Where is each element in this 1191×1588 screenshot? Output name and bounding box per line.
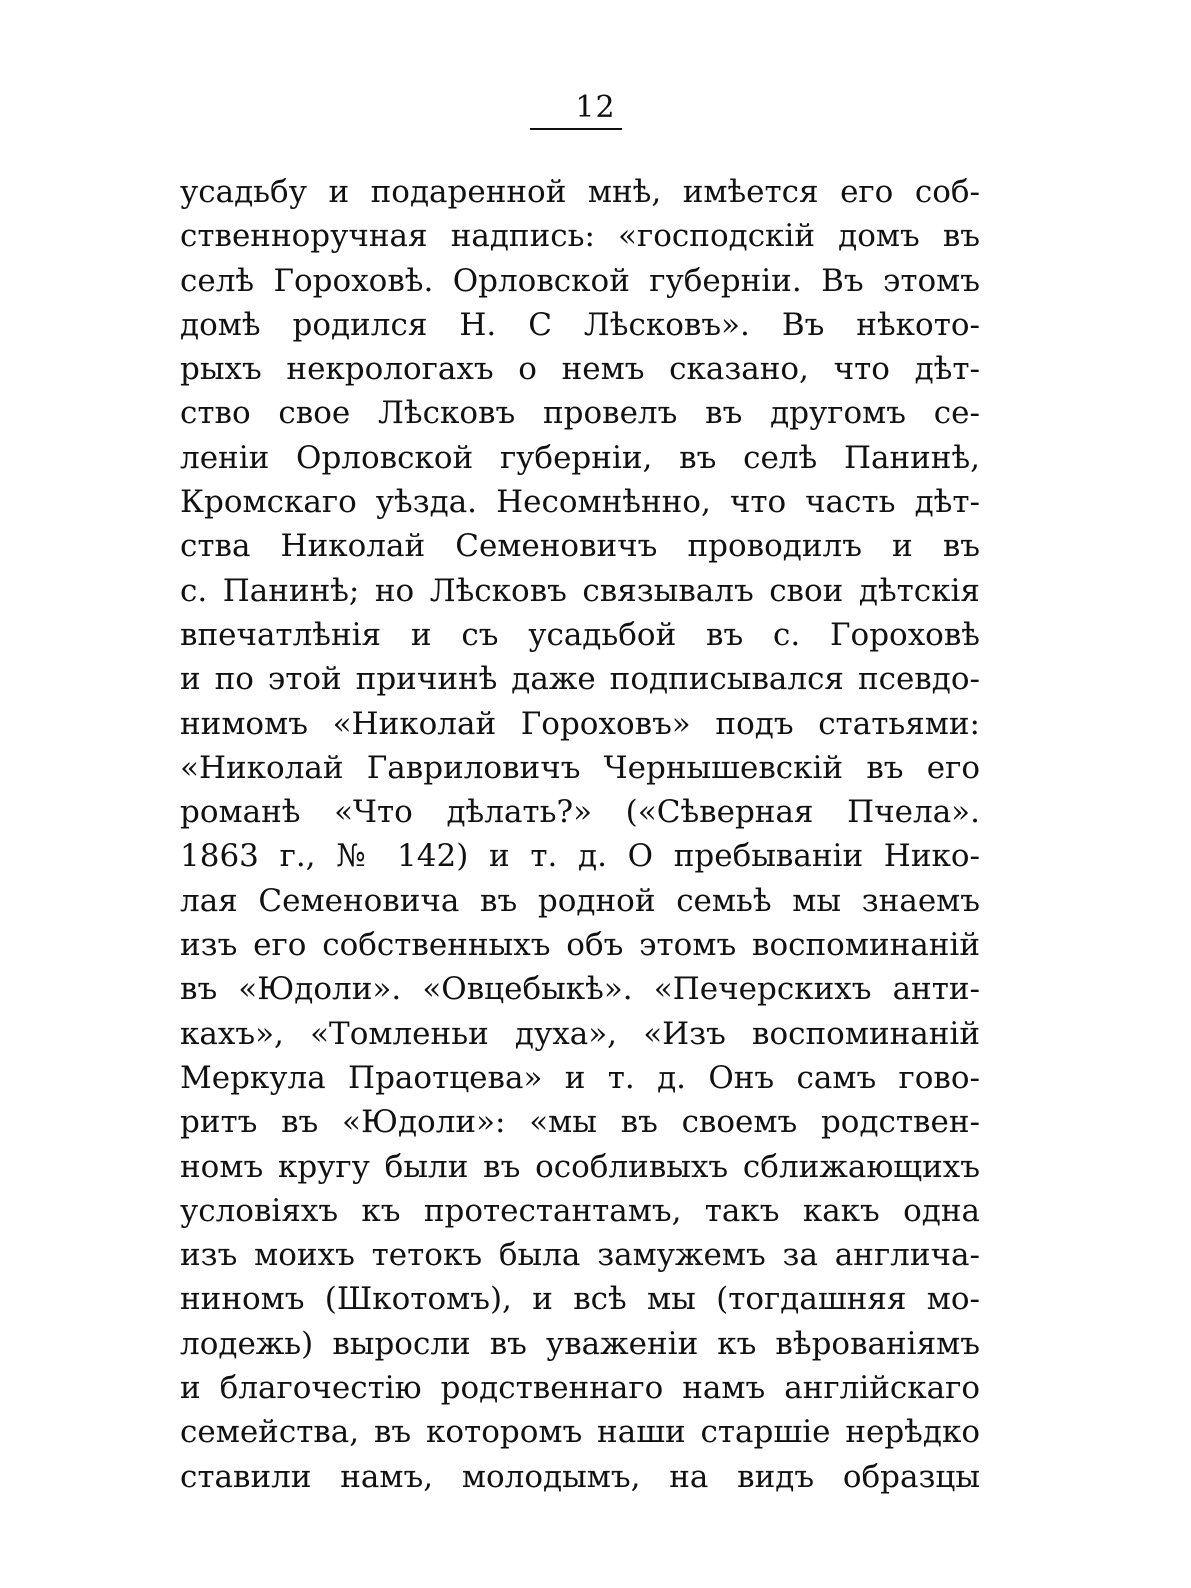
text-line: семейства, въ которомъ наши старшіе нерѣдко [180, 1414, 980, 1451]
text-line: «Николай Гавриловичъ Чернышевскій въ его [180, 749, 980, 786]
text-line: селѣ Гороховѣ. Орловской губерніи. Въ этомъ [180, 262, 980, 299]
text-line: изъ моихъ тетокъ была замужемъ за англича- [180, 1237, 980, 1274]
text-line: впечатлѣнія и съ усадьбой въ с. Гороховѣ [180, 616, 980, 653]
text-line: лая Семеновича въ родной семьѣ мы знаемъ [180, 882, 980, 919]
text-line: 1863 г., № 142) и т. д. О пребываніи Нико- [180, 838, 980, 875]
text-line: усадьбу и подаренной мнѣ, имѣется его соб- [180, 174, 980, 210]
text-line: с. Панинѣ; но Лѣсковъ связывалъ свои дѣтскія [180, 572, 980, 609]
text-line: ставили намъ, молодымъ, на видъ образцы [180, 1458, 980, 1495]
text-line: ства Николай Семеновичъ проводилъ и въ [180, 528, 980, 565]
page-number: 12 [575, 90, 616, 125]
text-line: домѣ родился Н. С Лѣсковъ». Въ нѣкото- [180, 306, 980, 343]
page-number-rule [530, 128, 622, 130]
text-line: Кромскаго уѣзда. Несомнѣнно, что часть дѣт- [180, 484, 980, 521]
text-line: леніи Орловской губерніи, въ селѣ Панинѣ, [180, 439, 980, 476]
text-line: и по этой причинѣ даже подписывался псевдо- [180, 661, 980, 698]
text-line: рыхъ некрологахъ о немъ сказано, что дѣт- [180, 351, 980, 388]
text-line: номъ кругу были въ особливыхъ сближающихъ [180, 1148, 980, 1185]
text-line: ство свое Лѣсковъ провелъ въ другомъ се- [180, 395, 980, 432]
text-line: условіяхъ къ протестантамъ, такъ какъ одна [180, 1192, 980, 1229]
text-line: ственноручная надпись: «господскій домъ въ [180, 218, 980, 255]
text-line: Меркула Праотцева» и т. д. Онъ самъ гово- [180, 1059, 980, 1096]
text-line: нимомъ «Николай Гороховъ» подъ статьями: [180, 705, 980, 742]
text-line: ниномъ (Шкотомъ), и всѣ мы (тогдашняя мо- [180, 1281, 980, 1318]
text-line: ритъ въ «Юдоли»: «мы въ своемъ родствен- [180, 1104, 980, 1141]
text-line: кахъ», «Томленьи духа», «Изъ воспоминаній [180, 1015, 980, 1052]
text-line: и благочестію родственнаго намъ англійскаго [180, 1370, 980, 1407]
text-line: въ «Юдоли». «Овцебыкѣ». «Печерскихъ анти- [180, 971, 980, 1008]
text-line: изъ его собственныхъ объ этомъ воспоминаній [180, 927, 980, 964]
text-line: лодежь) выросли въ уваженіи къ вѣрованіямъ [180, 1325, 980, 1362]
body-text [180, 170, 980, 1499]
text-line: романѣ «Что дѣлать?» («Сѣверная Пчела». [180, 794, 980, 831]
